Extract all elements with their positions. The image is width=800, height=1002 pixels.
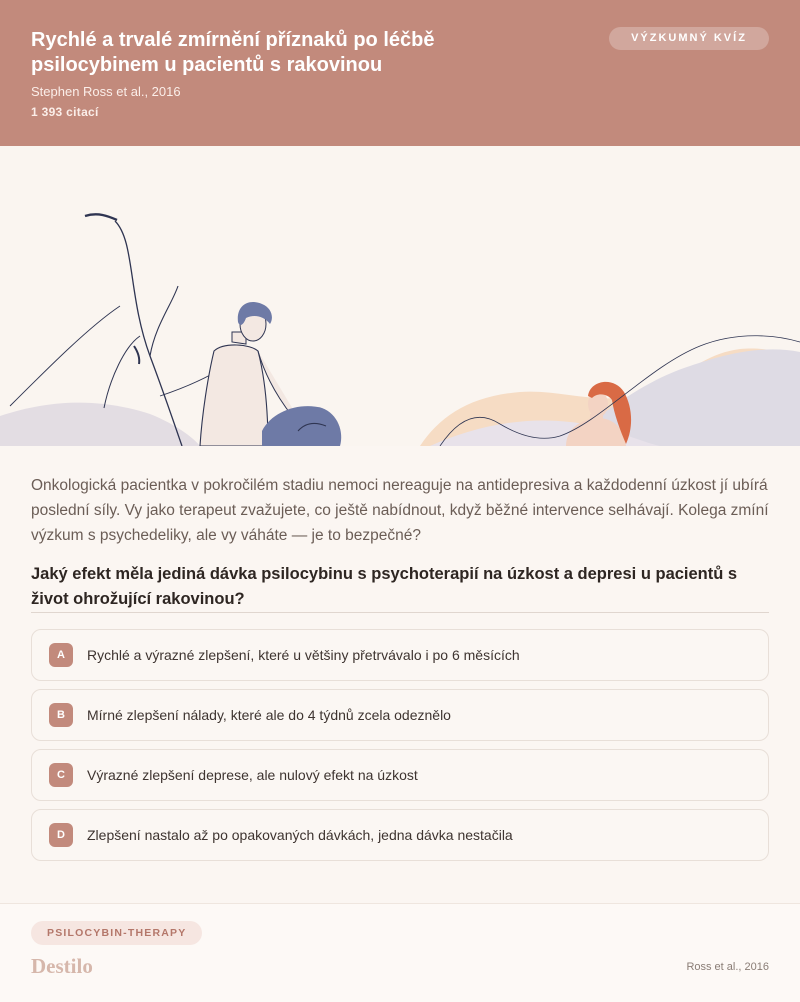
option-text: Rychlé a výrazné zlepšení, které u většiny přetrvávalo i po 6 měsících xyxy=(87,647,520,663)
option-letter-badge: C xyxy=(49,763,73,787)
topic-tag[interactable]: PSILOCYBIN-THERAPY xyxy=(31,921,202,945)
source-reference: Ross et al., 2016 xyxy=(686,961,769,973)
option-letter-badge: B xyxy=(49,703,73,727)
divider xyxy=(31,612,769,613)
option-text: Zlepšení nastalo až po opakovaných dávkách, jedna dávka nestačila xyxy=(87,827,513,843)
citation-count: 1 393 citací xyxy=(31,105,99,119)
illustration xyxy=(0,146,800,446)
answer-option-b[interactable] xyxy=(31,689,769,741)
study-title: Rychlé a trvalé zmírnění příznaků po léčbě psilocybinem u pacientů s rakovinou xyxy=(31,29,435,76)
footer xyxy=(0,903,800,1002)
option-letter-badge: D xyxy=(49,823,73,847)
quiz-badge: VÝZKUMNÝ KVÍZ xyxy=(609,27,769,50)
option-letter-badge: A xyxy=(49,643,73,667)
header xyxy=(0,0,800,146)
quiz-question: Jaký efekt měla jediná dávka psilocybinu s psychoterapií na úzkost a depresi u pacientů s život ohrožující rakovinou? xyxy=(31,565,738,608)
destilo-logo: Destilo xyxy=(31,954,93,978)
answer-option-d[interactable] xyxy=(31,809,769,861)
study-authors: Stephen Ross et al., 2016 xyxy=(31,84,181,99)
scenario-text: Onkologická pacientka v pokročilém stadiu nemoci nereaguje na antidepresiva a každodenní úzkost jí ubírá poslední síly. Vy jako terapeut zvažujete, co ještě nabídnout, když běžné intervence selhávají. Kolega zmíní výzkum s psychedeliky, ale vy váháte — je to bezpečné? xyxy=(31,477,769,544)
therapy-scene-illustration xyxy=(0,146,800,446)
answer-option-c[interactable] xyxy=(31,749,769,801)
option-text: Mírné zlepšení nálady, které ale do 4 týdnů zcela odeznělo xyxy=(87,707,451,723)
option-text: Výrazné zlepšení deprese, ale nulový efekt na úzkost xyxy=(87,767,418,783)
answer-option-a[interactable] xyxy=(31,629,769,681)
